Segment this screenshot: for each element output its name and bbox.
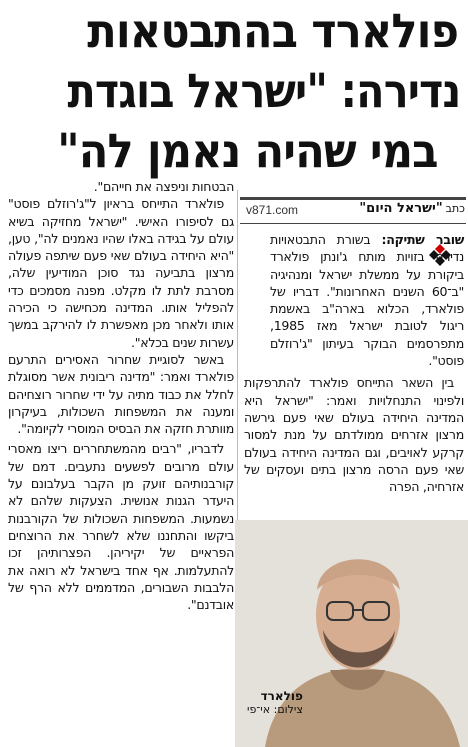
- caption-credit: צילום: אי־פי: [247, 703, 303, 716]
- headline: [0, 0, 468, 186]
- lead-in: שובר שתיקה:: [381, 232, 464, 247]
- right-paragraph-1: [244, 231, 464, 369]
- right-paragraph-2: בין השאר התייחס פולארד להתרפקות ולפינוי התנחלויות ואמר: "ישראל היא המדינה היחידה בעולם שאי פעם גירשה מרצון אזרחים ממולדתם על מנת למסור קרקע לאויבים, וגם המדינה היחידה בעולם שאי פעם הרסה מרצון בתים ועסקים של אזרחיה, הפרה: [244, 375, 464, 495]
- caption-name: פולארד: [260, 689, 303, 703]
- left-paragraph-2: באשר לסוגיית שחרור האסירים התרעם פולארד ואמר: "מדינה ריבונית אשר מסוגלת לחלל את כבוד מתיה על ידי שחרור רוצחיהם ומענה את המשפחות השכולות, בעיקרון מוותרת חזקה את הבסיס המוסרי לקיומה".: [8, 351, 234, 437]
- right-column: [244, 231, 464, 495]
- headline-line-3: במי שהיה נאמן לה": [57, 124, 438, 179]
- site-watermark: v871.com: [246, 203, 299, 217]
- byline-bar: [240, 199, 465, 225]
- byline: [359, 201, 465, 216]
- byline-name: "ישראל היום": [359, 201, 443, 216]
- headline-line-1: פולארד בהתבטאות: [87, 4, 458, 59]
- left-paragraph-1: פולארד התייחס בראיון ל"ג'רוזלם פוסט" גם לסיפורו האישי. "ישראל מחזיקה בשיא עולם על בגידה באלו שהיו נאמנים לה", טען, "היא היחידה בעולם שאי פעם שיתפה פעולה מרצון בתביעה נגד סוכן המודיעין שלה, מסרבת לתת לו מקלט. מפנה מסמכים כדי להפליל אותו. המדינה מכחישה כי הכירה אותו ולאחר מכן מאפשרת לו להירקב במשך עשרות שנים בכלא".: [8, 196, 234, 350]
- left-paragraph-0: הבטחות וניפצה את חייהם".: [93, 179, 234, 194]
- byline-label: כתב: [445, 202, 465, 215]
- headline-line-2: נדירה: "ישראל בוגדת: [67, 64, 460, 119]
- left-column: [8, 178, 234, 613]
- right-paragraph-1-text: בשורת התבטאויות נדירה בזויות מותח ג'ונתן פולארד ביקורת על ממשלת ישראל ומנהיגיה "ב־60 השנים האחרונות". דבריו של פולארד, הכלוא בארה"ב באשמת ריגול לטובת ישראל מאז 1985, מתפרסמים הבוקר בעיתון "ג'רוזלם פוסט".: [270, 232, 464, 369]
- left-paragraph-3: לדבריו, "רבים מהמשתחררים ריצו מאסרי עולם מרובים לפשעים נתעבים. דמם של קורבנותיהם זועק מן הקבר בעלבונם על היעדר הגנות אנושית. הצעקות שלהם לא נשמעות. המשפחות השכולות של הקורבנות ביקשו והתחננו שלא לשחרר את הרוצחים הפראיים של יקיריהן. הפצרותיהן זכו להתעלמות. אף אחד בישראל לא רואה את הלבבות השבורים, המדממים ללא הרף של אובדנם".: [8, 441, 234, 613]
- photo-caption: [247, 690, 303, 716]
- column-divider: [237, 190, 238, 520]
